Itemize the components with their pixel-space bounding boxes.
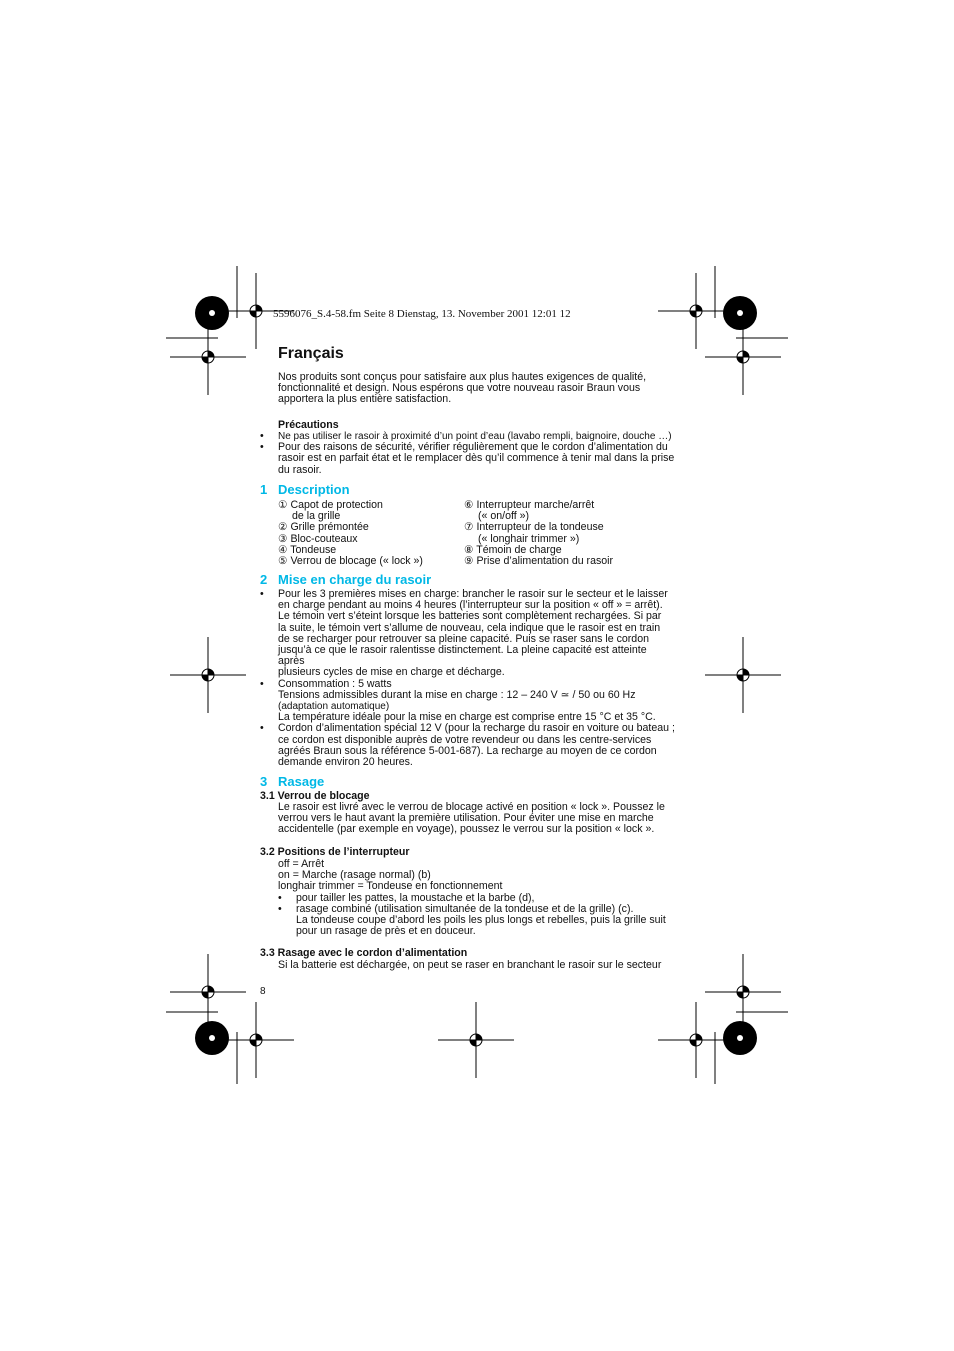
file-header: 5596076_S.4-58.fm Seite 8 Dienstag, 13. November 2001 12:01 12 — [273, 308, 571, 320]
description-right-column: ⑥ Interrupteur marche/arrêt (« on/off ») ⑦ Interrupteur de la tondeuse (« longhair trimmer ») ⑧ Témoin de charge ⑨ Prise d’alimentation du rasoir — [464, 499, 614, 568]
subsection-3-2-title: 3.2 Positions de l’interrupteur — [260, 846, 410, 858]
subsection-3-3-text: Si la batterie est déchargée, on peut se raser en branchant le rasoir sur le secteur — [278, 959, 662, 971]
section-2-heading: 2 Mise en charge du rasoir — [260, 572, 432, 587]
page-number: 8 — [260, 986, 266, 997]
precautions-heading: Précautions — [278, 419, 339, 431]
list-item: • Pour les 3 premières mises en charge: brancher le rasoir sur le secteur et le laisser en charge pendant au moins 4 heures (l’interrupteur sur la position « off » = arrêt). Le témoin vert s’éteint lorsque les batteries sont complètement rechargées. Si par la suite, le témoin vert s’allume de nouveau, cela indique que le rasoir est en train de se recharger pour retrouver sa pleine capacité. Puis se raser sans le cordon jusqu’à ce que le rasoir ralentisse distinctement. La pleine capacité est atteinte après plusieurs cycles de mise en charge et décharge. — [260, 588, 668, 679]
section-3-heading: 3 Rasage — [260, 774, 325, 789]
section-1-heading: 1 Description — [260, 482, 350, 497]
charging-list — [260, 588, 675, 769]
list-item: • Pour des raisons de sécurité, vérifier régulièrement que le cordon d’alimentation du rasoir est en parfait état et le remplacer dès qu’il commence à tenir mal dans la prise du rasoir. — [260, 441, 675, 476]
subsection-3-3-title: 3.3 Rasage avec le cordon d’alimentation — [260, 947, 468, 959]
subsection-3-2-text: off = Arrêt on = Marche (rasage normal) (b) longhair trimmer = Tondeuse en fonctionnement • pour tailler les pattes, la moustache et la barbe (d), • rasage combiné (utilisation simultanée de la tondeuse et de la grille) (c). La tondeuse coupe d’abord les poils les plus longs et rebelles, puis la grille suit pour un rasage de près et en douceur. — [278, 858, 666, 938]
subsection-3-1-text: Le rasoir est livré avec le verrou de blocage activé en position « lock ». Poussez le verrou vers le haut avant la première utilisation. Pour éviter une mise en marche accidentelle (par exemple en voyage), poussez le verrou sur la position « lock ». — [278, 801, 665, 836]
subsection-3-1-title: 3.1 Verrou de blocage — [260, 790, 370, 802]
intro-paragraph: Nos produits sont conçus pour satisfaire aux plus hautes exigences de qualité, fonctionnalité et design. Nous espérons que votre nouveau rasoir Braun vous apportera la plus entière satisfaction. — [278, 371, 647, 406]
list-item: • Consommation : 5 watts Tensions admissibles durant la mise en charge : 12 – 240 V ≃ / 50 ou 60 Hz (adaptation automatique) La température idéale pour la mise en charge est comprise entre 15 °C et 35 °C. — [260, 677, 656, 724]
page-title: Français — [278, 345, 344, 362]
list-item: • Ne pas utiliser le rasoir à proximité d’un point d’eau (lavabo rempli, baignoire, douche …) — [260, 430, 672, 442]
list-item: • rasage combiné (utilisation simultanée de la tondeuse et de la grille) (c). La tondeuse coupe d’abord les poils les plus longs et rebelles, puis la grille suit pour un rasage de près et en douceur. — [278, 902, 666, 938]
precautions-list — [260, 430, 675, 476]
list-item: • Cordon d’alimentation spécial 12 V (pour la recharge du rasoir en voiture ou bateau ; ce cordon est disponible auprès de votre revendeur ou dans les centre-services agréés Braun sous la référence 5-001-687). La recharge au moyen de ce cordon demande environ 20 heures. — [260, 722, 675, 769]
description-left-column: ① Capot de protection de la grille ② Grille prémontée ③ Bloc-couteaux ④ Tondeuse ⑤ Verrou de blocage (« lock ») — [278, 499, 423, 568]
list-item: • pour tailler les pattes, la moustache et la barbe (d), — [278, 891, 535, 904]
